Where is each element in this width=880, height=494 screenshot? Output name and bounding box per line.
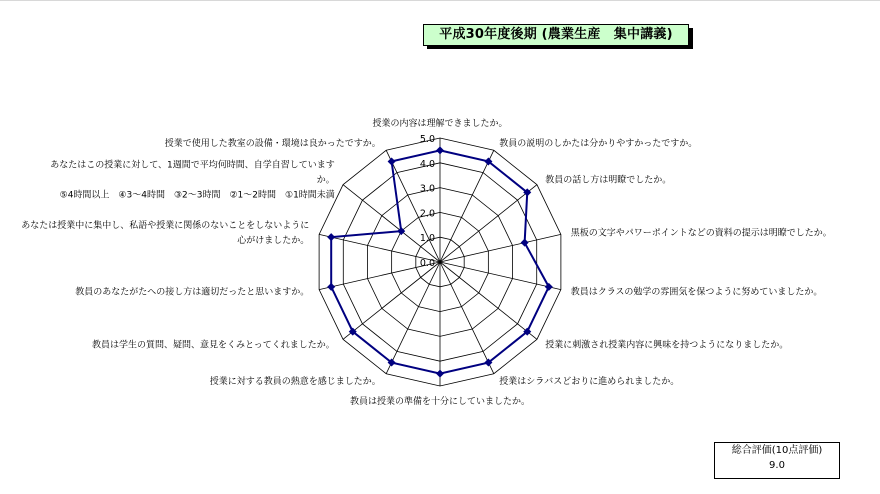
axis-label bbox=[75, 285, 309, 297]
axis-label-line: 授業に刺激され授業内容に興味を持つようになりましたか。 bbox=[545, 340, 789, 351]
tick-label: 4.0 bbox=[419, 158, 435, 170]
axis-label-line: 授業はシラバスどおりに進められましたか。 bbox=[499, 376, 680, 387]
axis-spoke bbox=[440, 234, 561, 262]
tick-label: 0.0 bbox=[419, 258, 435, 269]
axis-label bbox=[210, 375, 381, 387]
axis-label-line: 教員のあなたがたへの接し方は適切だったと思いますか。 bbox=[75, 287, 310, 298]
chart-title: 平成30年度後期 (農業生産 集中講義) bbox=[423, 24, 689, 46]
data-point bbox=[436, 370, 444, 378]
axis-label bbox=[50, 159, 335, 201]
overall-score-label: 総合評価(10点評価) bbox=[731, 445, 823, 456]
axis-label bbox=[499, 375, 679, 387]
axis-label bbox=[21, 219, 309, 246]
tick-label: 3.0 bbox=[419, 183, 435, 195]
axis-label bbox=[571, 227, 832, 239]
axis-label-line: 授業の内容は理解できましたか。 bbox=[372, 119, 508, 129]
overall-score-box bbox=[714, 442, 840, 479]
data-point bbox=[397, 227, 405, 235]
axis-label bbox=[545, 174, 671, 186]
axis-label-line: 心がけましたか。 bbox=[237, 236, 310, 247]
axis-label bbox=[499, 137, 697, 149]
axis-label bbox=[92, 338, 335, 350]
axis-label-line: 教員の話し方は明瞭でしたか。 bbox=[545, 175, 672, 186]
axis-label-line: 教員は授業の準備を十分にしていましたか。 bbox=[349, 397, 531, 407]
tick-label: 5.0 bbox=[419, 134, 435, 145]
data-point bbox=[545, 283, 553, 291]
axis-label-line: か。 bbox=[316, 175, 335, 186]
data-point bbox=[327, 283, 335, 291]
axis-label bbox=[571, 285, 823, 297]
axis-label-line: 教員は学生の質問、疑問、意見をくみとってくれましたか。 bbox=[91, 340, 335, 351]
axis-label-line: 教員はクラスの勉学の雰囲気を保つように努めていましたか。 bbox=[570, 287, 823, 298]
axis-label-line: 授業で使用した教室の設備・環境は良かったですか。 bbox=[164, 139, 381, 150]
overall-score-value: 9.0 bbox=[769, 460, 785, 471]
axis-label bbox=[372, 117, 507, 129]
tick-label: 1.0 bbox=[419, 233, 435, 245]
data-point bbox=[327, 233, 335, 241]
data-point bbox=[436, 146, 444, 154]
tick-label: 2.0 bbox=[419, 208, 435, 220]
axis-label-line: 黒板の文字やパワーポイントなどの資料の提示は明瞭でしたか。 bbox=[570, 228, 832, 239]
axis-label bbox=[545, 338, 788, 350]
axis-label-line: あなたは授業中に集中し、私語や授業に関係のないことをしないように bbox=[21, 221, 310, 232]
axis-label-line: あなたはこの授業に対して、1週間で平均何時間、自学自習しています bbox=[50, 160, 335, 171]
axis-label-line: 授業に対する教員の熱意を感じましたか。 bbox=[209, 376, 381, 387]
axis-label-line: ⑤4時間以上 ④3～4時間 ③2～3時間 ②1～2時間 ①1時間未満 bbox=[59, 190, 335, 201]
data-point bbox=[521, 239, 529, 247]
axis-label bbox=[350, 395, 530, 407]
axis-label bbox=[165, 137, 381, 149]
axis-label-line: 教員の説明のしかたは分かりやすかったですか。 bbox=[499, 139, 698, 150]
data-point bbox=[388, 157, 396, 165]
